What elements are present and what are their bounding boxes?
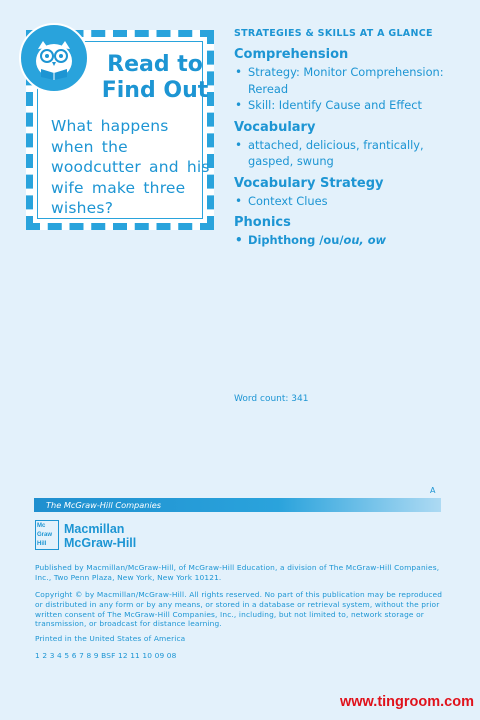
level-letter: A bbox=[430, 486, 436, 495]
word-count: Word count: 341 bbox=[234, 394, 309, 404]
skills-panel bbox=[234, 28, 466, 255]
watermark-link[interactable]: www.tingroom.com bbox=[340, 694, 474, 710]
logo-mark-line: Graw bbox=[37, 532, 53, 538]
phonics-item-prefix: Diphthong /ou/ bbox=[248, 233, 344, 247]
skills-heading: STRATEGIES & SKILLS AT A GLANCE bbox=[234, 28, 433, 39]
vocabulary-section bbox=[234, 120, 466, 170]
copyright-text: Copyright © by Macmillan/McGraw-Hill. All rights reserved. No part of this publication may be reproduced or distributed in any form or by any means, or stored in a database or retrieval system, without the prior written consent of The McGraw-Hill Companies, Inc., including, but not limited to, network storage or transmission, or broadcast for distance learning. bbox=[35, 590, 443, 629]
phonics-item-italic: ou, ow bbox=[343, 233, 387, 247]
print-line: 1 2 3 4 5 6 7 8 9 BSF 12 11 10 09 08 bbox=[35, 651, 177, 660]
published-by-text: Published by Macmillan/McGraw-Hill, of McGraw-Hill Education, a division of The McGraw-Hill Companies, Inc., Two Penn Plaza, New York, New York 10121. bbox=[35, 563, 440, 582]
logo-mark-line: Hill bbox=[37, 541, 47, 547]
logo-line2: McGraw-Hill bbox=[64, 536, 137, 550]
vocabulary-strategy-item: • Context Clues bbox=[234, 193, 466, 210]
printed-in-text: Printed in the United States of America bbox=[35, 634, 186, 643]
vocabulary-title: Vocabulary bbox=[234, 119, 316, 135]
comprehension-item: • Strategy: Monitor Comprehension: Reread bbox=[234, 64, 466, 97]
vocabulary-item: • attached, delicious, frantically, gasped, swung bbox=[234, 137, 466, 170]
publisher-logo-text bbox=[64, 522, 136, 550]
mcgraw-hill-logo-mark bbox=[35, 520, 59, 550]
vocabulary-strategy-title: Vocabulary Strategy bbox=[234, 175, 384, 191]
phonics-section bbox=[234, 215, 466, 249]
logo-line1: Macmillan bbox=[64, 522, 125, 536]
publisher-band bbox=[34, 498, 441, 512]
logo-mark-line: Mc bbox=[37, 523, 46, 529]
phonics-title: Phonics bbox=[234, 215, 291, 230]
vocabulary-strategy-section bbox=[234, 176, 466, 210]
publisher-band-text: The McGraw-Hill Companies bbox=[46, 500, 162, 510]
owl-reading-icon bbox=[19, 23, 89, 93]
read-to-find-out-box bbox=[26, 30, 214, 230]
comprehension-section bbox=[234, 47, 466, 114]
comprehension-title: Comprehension bbox=[234, 47, 349, 62]
phonics-item bbox=[234, 232, 466, 249]
read-box-title-line2: Find Out bbox=[101, 78, 209, 103]
comprehension-item: • Skill: Identify Cause and Effect bbox=[234, 97, 466, 114]
read-box-question: What happens when the woodcutter and his wife make three wishes? bbox=[51, 117, 210, 217]
read-box-title bbox=[96, 52, 214, 104]
read-box-title-line1: Read to bbox=[107, 52, 203, 77]
